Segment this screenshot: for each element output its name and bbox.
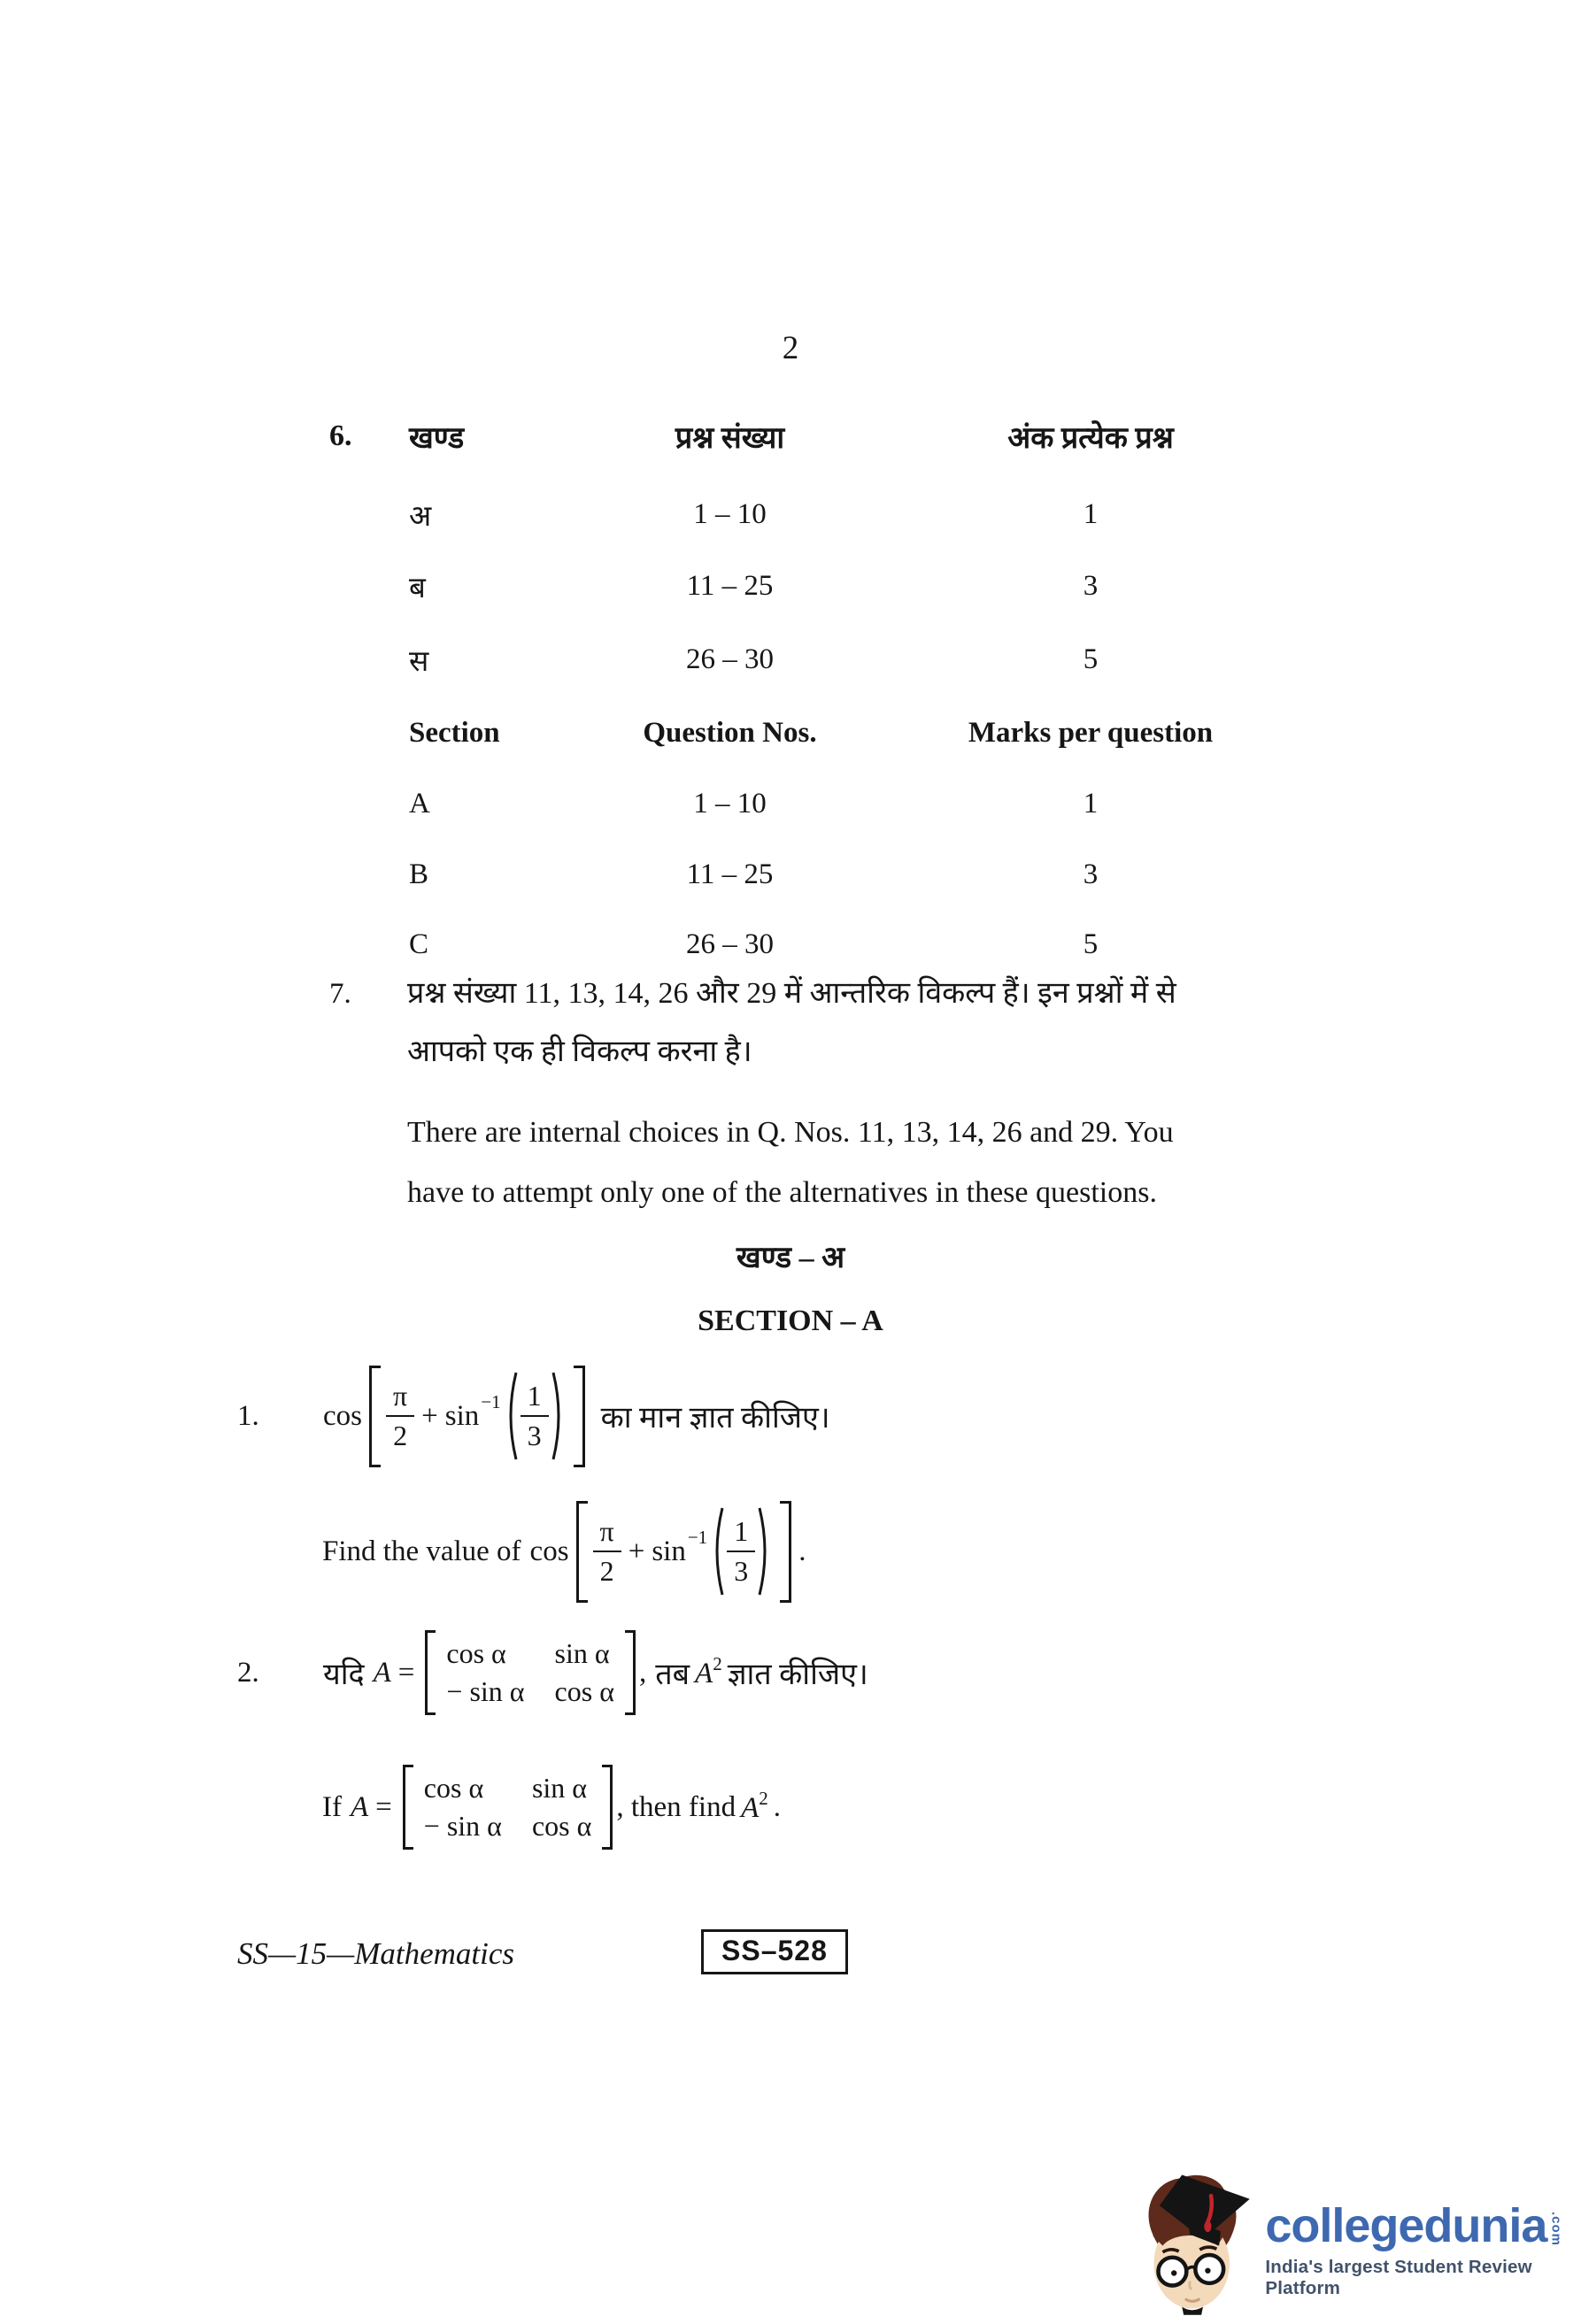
table-row-cell: B xyxy=(409,858,429,890)
table-row-cell: 1 xyxy=(1083,787,1099,820)
left-bracket xyxy=(369,1366,381,1467)
matrix-cell: cos α xyxy=(446,1637,506,1669)
matrix-left-bracket xyxy=(403,1765,413,1850)
matrix-cell: cos α xyxy=(423,1772,484,1804)
q1-formula-english: cos $\frac{\pi}{2}$ + sin $^{-1}$ $\frac{1}{3}$ xyxy=(530,1501,799,1603)
table-row-cell: 3 xyxy=(1083,569,1099,602)
table-row-cell: ब xyxy=(409,572,426,604)
table-row-cell: अ xyxy=(409,500,432,533)
section-heading-english: SECTION – A xyxy=(698,1304,883,1337)
question-number: 1. xyxy=(237,1399,259,1432)
inverse-exponent: −1 xyxy=(687,1526,708,1548)
item7-note xyxy=(329,965,1356,1223)
matrix-cell: cos α xyxy=(531,1810,592,1842)
table-row-cell: 11 – 25 xyxy=(686,569,774,602)
fraction-1-3: $\frac{1}{3}$ xyxy=(727,1515,755,1588)
fraction-1-3: $\frac{1}{3}$ xyxy=(521,1380,549,1452)
collegedunia-logo xyxy=(1140,2161,1581,2322)
item7-english-line2: have to attempt only one of the alternatives in these questions. xyxy=(407,1176,1157,1209)
table-row-cell: 3 xyxy=(1083,858,1099,890)
q1-english-tail: . xyxy=(798,1535,806,1567)
item7-hindi-line1: प्रश्न संख्या 11, 13, 14, 26 और 29 में आन्तरिक विकल्प हैं। इन प्रश्नों में से xyxy=(407,977,1176,1010)
inverse-exponent: −1 xyxy=(481,1390,501,1412)
marks-table xyxy=(329,395,1299,979)
a-squared: $A^2$ xyxy=(741,1788,768,1824)
q1-hindi-tail: का मान ज्ञात कीजिए। xyxy=(600,1402,830,1435)
matrix-variable: A xyxy=(373,1656,391,1689)
page-footer xyxy=(237,1928,1034,1982)
right-bracket xyxy=(780,1501,791,1603)
table-row-cell: 5 xyxy=(1083,927,1099,960)
table-row-cell: 26 – 30 xyxy=(686,643,774,675)
matrix-a xyxy=(425,1630,636,1715)
q2-hindi-mid: तब xyxy=(655,1658,690,1691)
hindi-col-qnos: प्रश्न संख्या xyxy=(675,422,785,455)
hindi-col-marks: अंक प्रत्येक प्रश्न xyxy=(1007,422,1174,455)
table-row-cell: 26 – 30 xyxy=(686,927,774,960)
table-row-cell: 1 – 10 xyxy=(693,787,767,820)
table-row-cell: 1 – 10 xyxy=(693,497,767,530)
table-row-cell: 11 – 25 xyxy=(686,858,774,890)
paper-code-box: SS–528 xyxy=(701,1929,848,1974)
a-squared: $A^2$ xyxy=(695,1653,722,1689)
right-bracket xyxy=(574,1366,585,1467)
booklet-code: SS—15—Mathematics xyxy=(237,1936,515,1971)
item7-english-line1: There are internal choices in Q. Nos. 11, 13, 14, 26 and 29. You xyxy=(407,1116,1174,1149)
item7-hindi-line2: आपको एक ही विकल्प करना है। xyxy=(407,1035,752,1068)
matrix-cell: sin α xyxy=(554,1637,610,1669)
table-row-cell: 1 xyxy=(1083,497,1099,530)
right-paren xyxy=(757,1505,773,1597)
q2-english-lead: If xyxy=(322,1790,342,1823)
right-paren xyxy=(551,1370,567,1462)
left-bracket xyxy=(576,1501,588,1603)
q2-hindi-lead: यदि xyxy=(323,1658,365,1691)
item6-number: 6. xyxy=(329,419,352,452)
q2-english-mid: , then find xyxy=(616,1790,737,1823)
matrix-cell: − sin α xyxy=(446,1675,525,1707)
left-paren xyxy=(709,1505,725,1597)
table-row-cell: 5 xyxy=(1083,643,1099,675)
question-number: 2. xyxy=(237,1656,259,1689)
matrix-cell: sin α xyxy=(531,1772,588,1804)
q2-hindi-tail: ज्ञात कीजिए। xyxy=(727,1658,868,1691)
page-number: 2 xyxy=(782,330,799,366)
matrix-cell: cos α xyxy=(554,1675,614,1707)
matrix-right-bracket xyxy=(602,1765,613,1850)
question-2-hindi: 2. यदि A = cos α sin α − sin α cos α , तब $A^2$ ज्ञात कीजिए। xyxy=(237,1620,868,1726)
table-row-cell: A xyxy=(409,787,430,820)
question-1-english xyxy=(322,1494,806,1609)
item7-number: 7. xyxy=(329,978,351,1010)
english-col-section: Section xyxy=(409,716,500,749)
q2-english-tail: . xyxy=(773,1790,782,1823)
q1-formula: cos $\frac{\pi}{2}$ + sin $^{-1}$ $\frac{1}{3}$ xyxy=(323,1366,592,1467)
left-paren xyxy=(503,1370,519,1462)
brand-tld: .com xyxy=(1548,2211,1564,2246)
question-1-hindi xyxy=(237,1358,830,1474)
fraction-pi-2: $\frac{\pi}{2}$ xyxy=(386,1380,414,1452)
matrix-a xyxy=(403,1765,613,1850)
table-row-cell: C xyxy=(409,927,429,960)
hindi-col-section: खण्ड xyxy=(409,422,465,455)
table-row-cell: स xyxy=(409,645,429,678)
english-col-marks: Marks per question xyxy=(968,716,1214,749)
section-heading-hindi: खण्ड – अ xyxy=(736,1242,845,1274)
q1-english-lead: Find the value of xyxy=(322,1535,521,1567)
matrix-variable: A xyxy=(350,1790,369,1823)
brand-name: collegedunia xyxy=(1265,2199,1547,2252)
collegedunia-mascot-icon xyxy=(1140,2161,1253,2322)
matrix-cell: − sin α xyxy=(423,1810,502,1842)
fraction-pi-2: $\frac{\pi}{2}$ xyxy=(593,1515,621,1588)
matrix-right-bracket xyxy=(625,1630,636,1715)
question-2-english: If A = cos α sin α − sin α cos α , then find $A^2$ . xyxy=(322,1754,781,1860)
brand-tagline: India's largest Student Review Platform xyxy=(1265,2257,1532,2298)
matrix-left-bracket xyxy=(425,1630,436,1715)
english-col-qnos: Question Nos. xyxy=(643,716,817,749)
